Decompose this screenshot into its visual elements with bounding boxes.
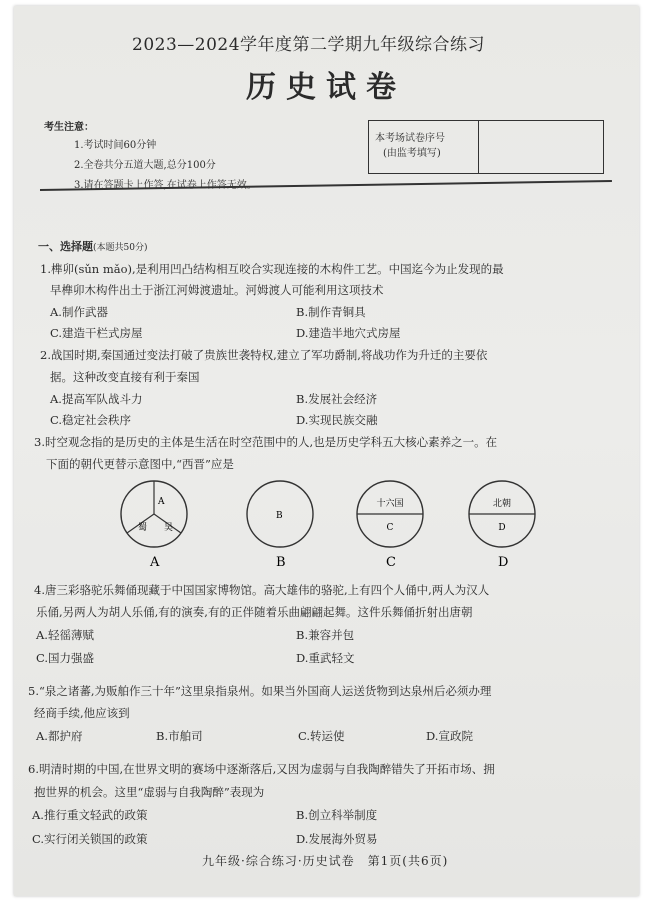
circle-d[interactable]: [469, 481, 535, 547]
notice-item: 2.全卷共分五道大题,总分100分: [74, 160, 216, 171]
circle-c[interactable]: [357, 481, 423, 547]
option-d[interactable]: D.建造半地穴式房屋: [296, 326, 401, 340]
question-text: 乐俑,另两人为胡人乐俑,有的演奏,有的正伴随着乐曲翩翩起舞。这件乐舞俑折射出唐朝: [36, 605, 473, 619]
question-text: 5.“泉之诸蕃,为贩舶作三十年”这里泉指泉州。如果当外国商人运送货物到达泉州后必须办理: [28, 684, 492, 698]
option-c[interactable]: C.国力强盛: [36, 651, 95, 665]
option-d[interactable]: D.宣政院: [426, 729, 473, 743]
circle-d-bottom: D: [498, 523, 506, 533]
dynasty-diagram: [120, 478, 560, 568]
option-a[interactable]: A.制作武器: [50, 305, 108, 319]
option-a[interactable]: A.轻徭薄赋: [36, 628, 94, 642]
circle-a-top: A: [158, 497, 165, 507]
question-text: 6.明清时期的中国,在世界文明的赛场中逐渐落后,又因为虚弱与自我陶醉错失了开拓市场、拥: [28, 762, 495, 776]
circle-label-c: C: [386, 555, 396, 568]
option-b[interactable]: B.兼容并包: [296, 628, 355, 642]
option-d[interactable]: D.发展海外贸易: [296, 832, 378, 846]
option-d[interactable]: D.重武轻文: [296, 651, 355, 665]
question-text: 抱世界的机会。这里“虚弱与自我陶醉”表现为: [34, 785, 265, 799]
option-c[interactable]: C.转运使: [298, 729, 345, 743]
option-b[interactable]: B.市舶司: [156, 729, 203, 743]
notice-item: 3.请在答题卡上作答,在试卷上作答无效。: [74, 180, 257, 191]
question-text: 1.榫卯(sǔn mǎo),是利用凹凸结构相互咬合实现连接的木构件工艺。中国迄今为止发现的最: [40, 262, 504, 276]
question-text: 经商手续,他应该到: [34, 706, 130, 720]
option-a[interactable]: A.提高军队战斗力: [50, 392, 143, 406]
question-text: 下面的朝代更替示意图中,“西晋”应是: [46, 457, 234, 471]
option-b[interactable]: B.发展社会经济: [296, 392, 378, 406]
seat-number-box: [368, 120, 604, 174]
option-b[interactable]: B.创立科举制度: [296, 808, 378, 822]
question-text: 4.唐三彩骆驼乐舞俑现藏于中国国家博物馆。高大雄伟的骆驼,上有四个人俑中,两人为汉人: [34, 583, 490, 597]
notice-item: 1.考试时间60分钟: [74, 140, 157, 151]
question-text: 2.战国时期,秦国通过变法打破了贵族世袭特权,建立了军功爵制,将战功作为升迁的主要依: [40, 348, 488, 362]
circle-a-left: 蜀: [138, 523, 148, 533]
option-a[interactable]: A.都护府: [36, 729, 83, 743]
circle-a[interactable]: [121, 481, 187, 547]
option-c[interactable]: C.稳定社会秩序: [50, 413, 132, 427]
circle-b-label: B: [276, 511, 283, 521]
question-text: 3.时空观念指的是历史的主体是生活在时空范围中的人,也是历史学科五大核心素养之一。在: [34, 435, 498, 449]
circle-label-a: A: [150, 555, 160, 568]
circle-a-right: 吴: [164, 523, 174, 533]
option-b[interactable]: B.制作青铜具: [296, 305, 366, 319]
circle-c-top: 十六国: [376, 499, 404, 509]
notice-title: 考生注意：: [44, 122, 94, 133]
option-c[interactable]: C.建造干栏式房屋: [50, 326, 143, 340]
page-footer: 九年级·综合练习·历史试卷 第1页(共6页): [202, 854, 449, 868]
option-c[interactable]: C.实行闭关锁国的政策: [32, 832, 148, 846]
page-title: 历史试卷: [246, 70, 406, 105]
option-a[interactable]: A.推行重文轻武的政策: [32, 808, 148, 822]
circle-label-b: B: [276, 555, 286, 568]
seat-number-field[interactable]: [479, 121, 603, 173]
circle-c-bottom: C: [386, 523, 394, 533]
exam-header: 2023—2024学年度第二学期九年级综合练习: [132, 35, 486, 55]
section-title: 一、选择题(本题共50分): [38, 240, 148, 253]
question-text: 据。这种改变直接有利于秦国: [50, 370, 200, 384]
question-text: 早榫卯木构件出土于浙江河姆渡遗址。河姆渡人可能利用这项技术: [50, 283, 384, 297]
circle-b[interactable]: [247, 481, 313, 547]
exam-page: [14, 6, 639, 896]
circle-label-d: D: [498, 555, 509, 568]
seat-number-label: 本考场试卷序号 (由监考填写): [369, 121, 479, 173]
circle-d-top: 北朝: [492, 499, 512, 509]
option-d[interactable]: D.实现民族交融: [296, 413, 378, 427]
